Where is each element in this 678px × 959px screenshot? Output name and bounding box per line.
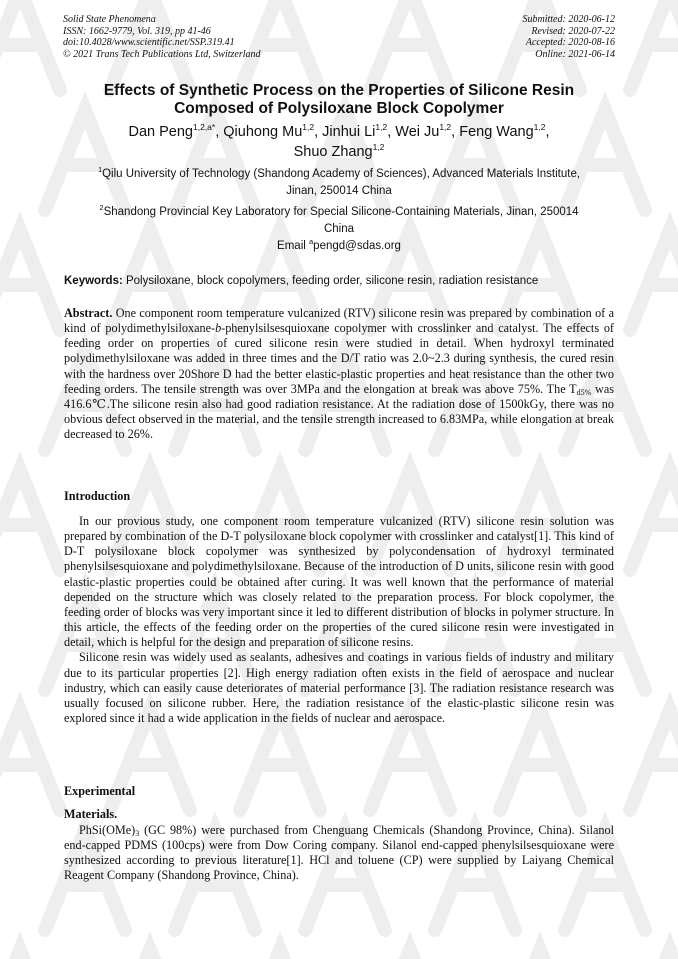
issn-line: ISSN: 1662-9779, Vol. 319, pp 41-46: [63, 25, 211, 37]
intro-paragraph-2: Silicone resin was widely used as sealants, adhesives and coatings in various fields of industry and military due to its particular properties [2]. High energy radiation often exists in the field of aerospace and nuclear industry, which can easily cause deteriorates of material performance [3]. The radiation resistance research was usually focused on silicone rubber. Here, the radiation resistance of the elastic-plastic silicone resin was explored since it had a wide application in the fields of nuclear and aerospace.: [64, 650, 614, 726]
keywords-label: Keywords:: [64, 275, 123, 287]
author-name: Jinhui Li: [322, 124, 376, 140]
materials-text: (GC 98%) were purchased from Chenguang Chemicals (Shandong Province, China). Silanol end-capped PDMS (100cps) were from Dow Coring company. Silanol end-capped phenylsilsesquioxane were synthesized according to previous literature[1]. HCl and toluene (CP) were supplied by Laiyang Chemical Reagent Company (Shandong Province, China).: [64, 823, 614, 883]
keywords-text: Polysiloxane, block copolymers, feeding order, silicone resin, radiation resistance: [122, 275, 539, 287]
materials-body: [64, 823, 614, 884]
abstract-italic-b: b: [215, 321, 222, 336]
abstract-label: Abstract.: [64, 306, 113, 320]
online-date: Online: 2021-06-14: [535, 48, 615, 60]
affiliation-number: 2: [99, 203, 104, 212]
intro-paragraph-1: In our provious study, one component room temperature vulcanized (RTV) silicone resin solution was prepared by combination of the D-T polysiloxane block copolymer with crosslinker and catalyst[1]. This kind of D-T polysiloxane block copolymer was synthesized by polycondensation of hydroxyl terminated phenylsilsesquioxane and polydimethylsiloxane. Because of the introduction of D units, silicone resin with good elastic-plastic properties could be obtained after curing. It was well known that the performance of material depended on the structure which was closely related to the preparation process. For block copolymer, the feeding order of blocks was very important since it led to different distribution of blocks in polymer structure. In this article, the effects of the feeding order on the properties of the cured silicone resin were investigated in detail, which is helpful for the design and preparation of silicone resins.: [64, 514, 614, 650]
copyright-line: © 2021 Trans Tech Publications Ltd, Switzerland: [63, 48, 261, 60]
author-affiliation-sup: 1,2,a*: [193, 122, 216, 132]
section-heading-experimental: Experimental: [64, 784, 136, 798]
introduction-body: [64, 514, 614, 726]
affiliation-text: Qilu University of Technology (Shandong Academy of Sciences), Advanced Materials Institute,: [102, 168, 581, 180]
email-label: Email: [277, 240, 309, 252]
paper-title: [60, 82, 618, 118]
author-affiliation-sup: 1,2: [375, 122, 388, 132]
submitted-date: Submitted: 2020-06-12: [522, 14, 615, 25]
author-affiliation-sup: 1,2: [302, 122, 315, 132]
title-line-2: Composed of Polysiloxane Block Copolymer: [174, 100, 504, 117]
email-sup: a: [309, 237, 314, 246]
abstract: [64, 306, 614, 442]
affiliation-text: Shandong Provincial Key Laboratory for Special Silicone-Containing Materials, Jinan, 250014: [103, 206, 579, 218]
materials-subscript: 3: [135, 829, 140, 838]
abstract-subscript: d5%: [576, 387, 592, 397]
journal-info: [63, 14, 261, 60]
affiliation-text: China: [323, 223, 355, 235]
publication-dates: [523, 14, 616, 60]
abstract-text: was 416.6℃.The silicone resin also had good radiation resistance. At the radiation dose of 1500kGy, there was no obvious defect observed in the material, and the tensile strength increased to 6.83MPa, while elongation at break decreased to 26%.: [64, 381, 614, 442]
author-name: Feng Wang: [459, 124, 534, 140]
author-affiliation-sup: 1,2: [372, 142, 385, 152]
affiliation-1: [64, 166, 614, 200]
keywords: [64, 273, 616, 290]
doi-line: doi:10.4028/www.scientific.net/SSP.319.41: [63, 37, 235, 49]
author-name: Dan Peng: [128, 124, 193, 140]
journal-name: Solid State Phenomena: [63, 14, 156, 25]
affiliation-number: 1: [97, 165, 103, 174]
author-affiliation-sup: 1,2: [533, 122, 546, 132]
abstract-text: One component room temperature vulcanized (RTV) silicone resin was prepared by combination of a kind of polydimethylsiloxane-: [64, 306, 614, 336]
author-name: Shuo Zhang: [293, 144, 373, 160]
author-separator: ,: [314, 124, 323, 140]
section-heading-introduction: Introduction: [64, 489, 131, 503]
contact-email: [64, 238, 614, 255]
materials-paragraph: [64, 823, 614, 884]
author-name: Wei Ju: [395, 124, 440, 140]
author-separator: ,: [215, 124, 224, 140]
author-list: [60, 122, 618, 162]
accepted-date: Accepted: 2020-08-16: [525, 37, 615, 49]
affiliation-2: [64, 204, 614, 238]
revised-date: Revised: 2020-07-22: [531, 25, 615, 37]
materials-text: PhSi(OMe): [79, 823, 136, 837]
affiliation-text: Jinan, 250014 China: [286, 185, 392, 197]
author-name: Qiuhong Mu: [223, 124, 303, 140]
email-address[interactable]: pengd@sdas.org: [313, 240, 401, 252]
author-separator: ,: [545, 124, 550, 140]
author-separator: ,: [451, 124, 460, 140]
author-affiliation-sup: 1,2: [439, 122, 452, 132]
author-separator: ,: [387, 124, 396, 140]
title-line-1: Effects of Synthetic Process on the Properties of Silicone Resin: [103, 82, 575, 99]
abstract-text: -phenylsilsesquioxane copolymer with crosslinker and catalyst. The effects of feeding order on properties of cured silicone resin were studied in detail. When hydroxyl terminated polydimethylsiloxane was added in three times and the D/T ratio was 2.0~2.3 during synthesis, the cured resin with the hardness over 20Shore D had the better elastic-plastic properties and heat resistance than the other two feeding orders. The tensile strength was over 3MPa and the elongation at break was above 75%. The T: [64, 321, 614, 396]
subheading-materials: Materials.: [64, 807, 118, 821]
